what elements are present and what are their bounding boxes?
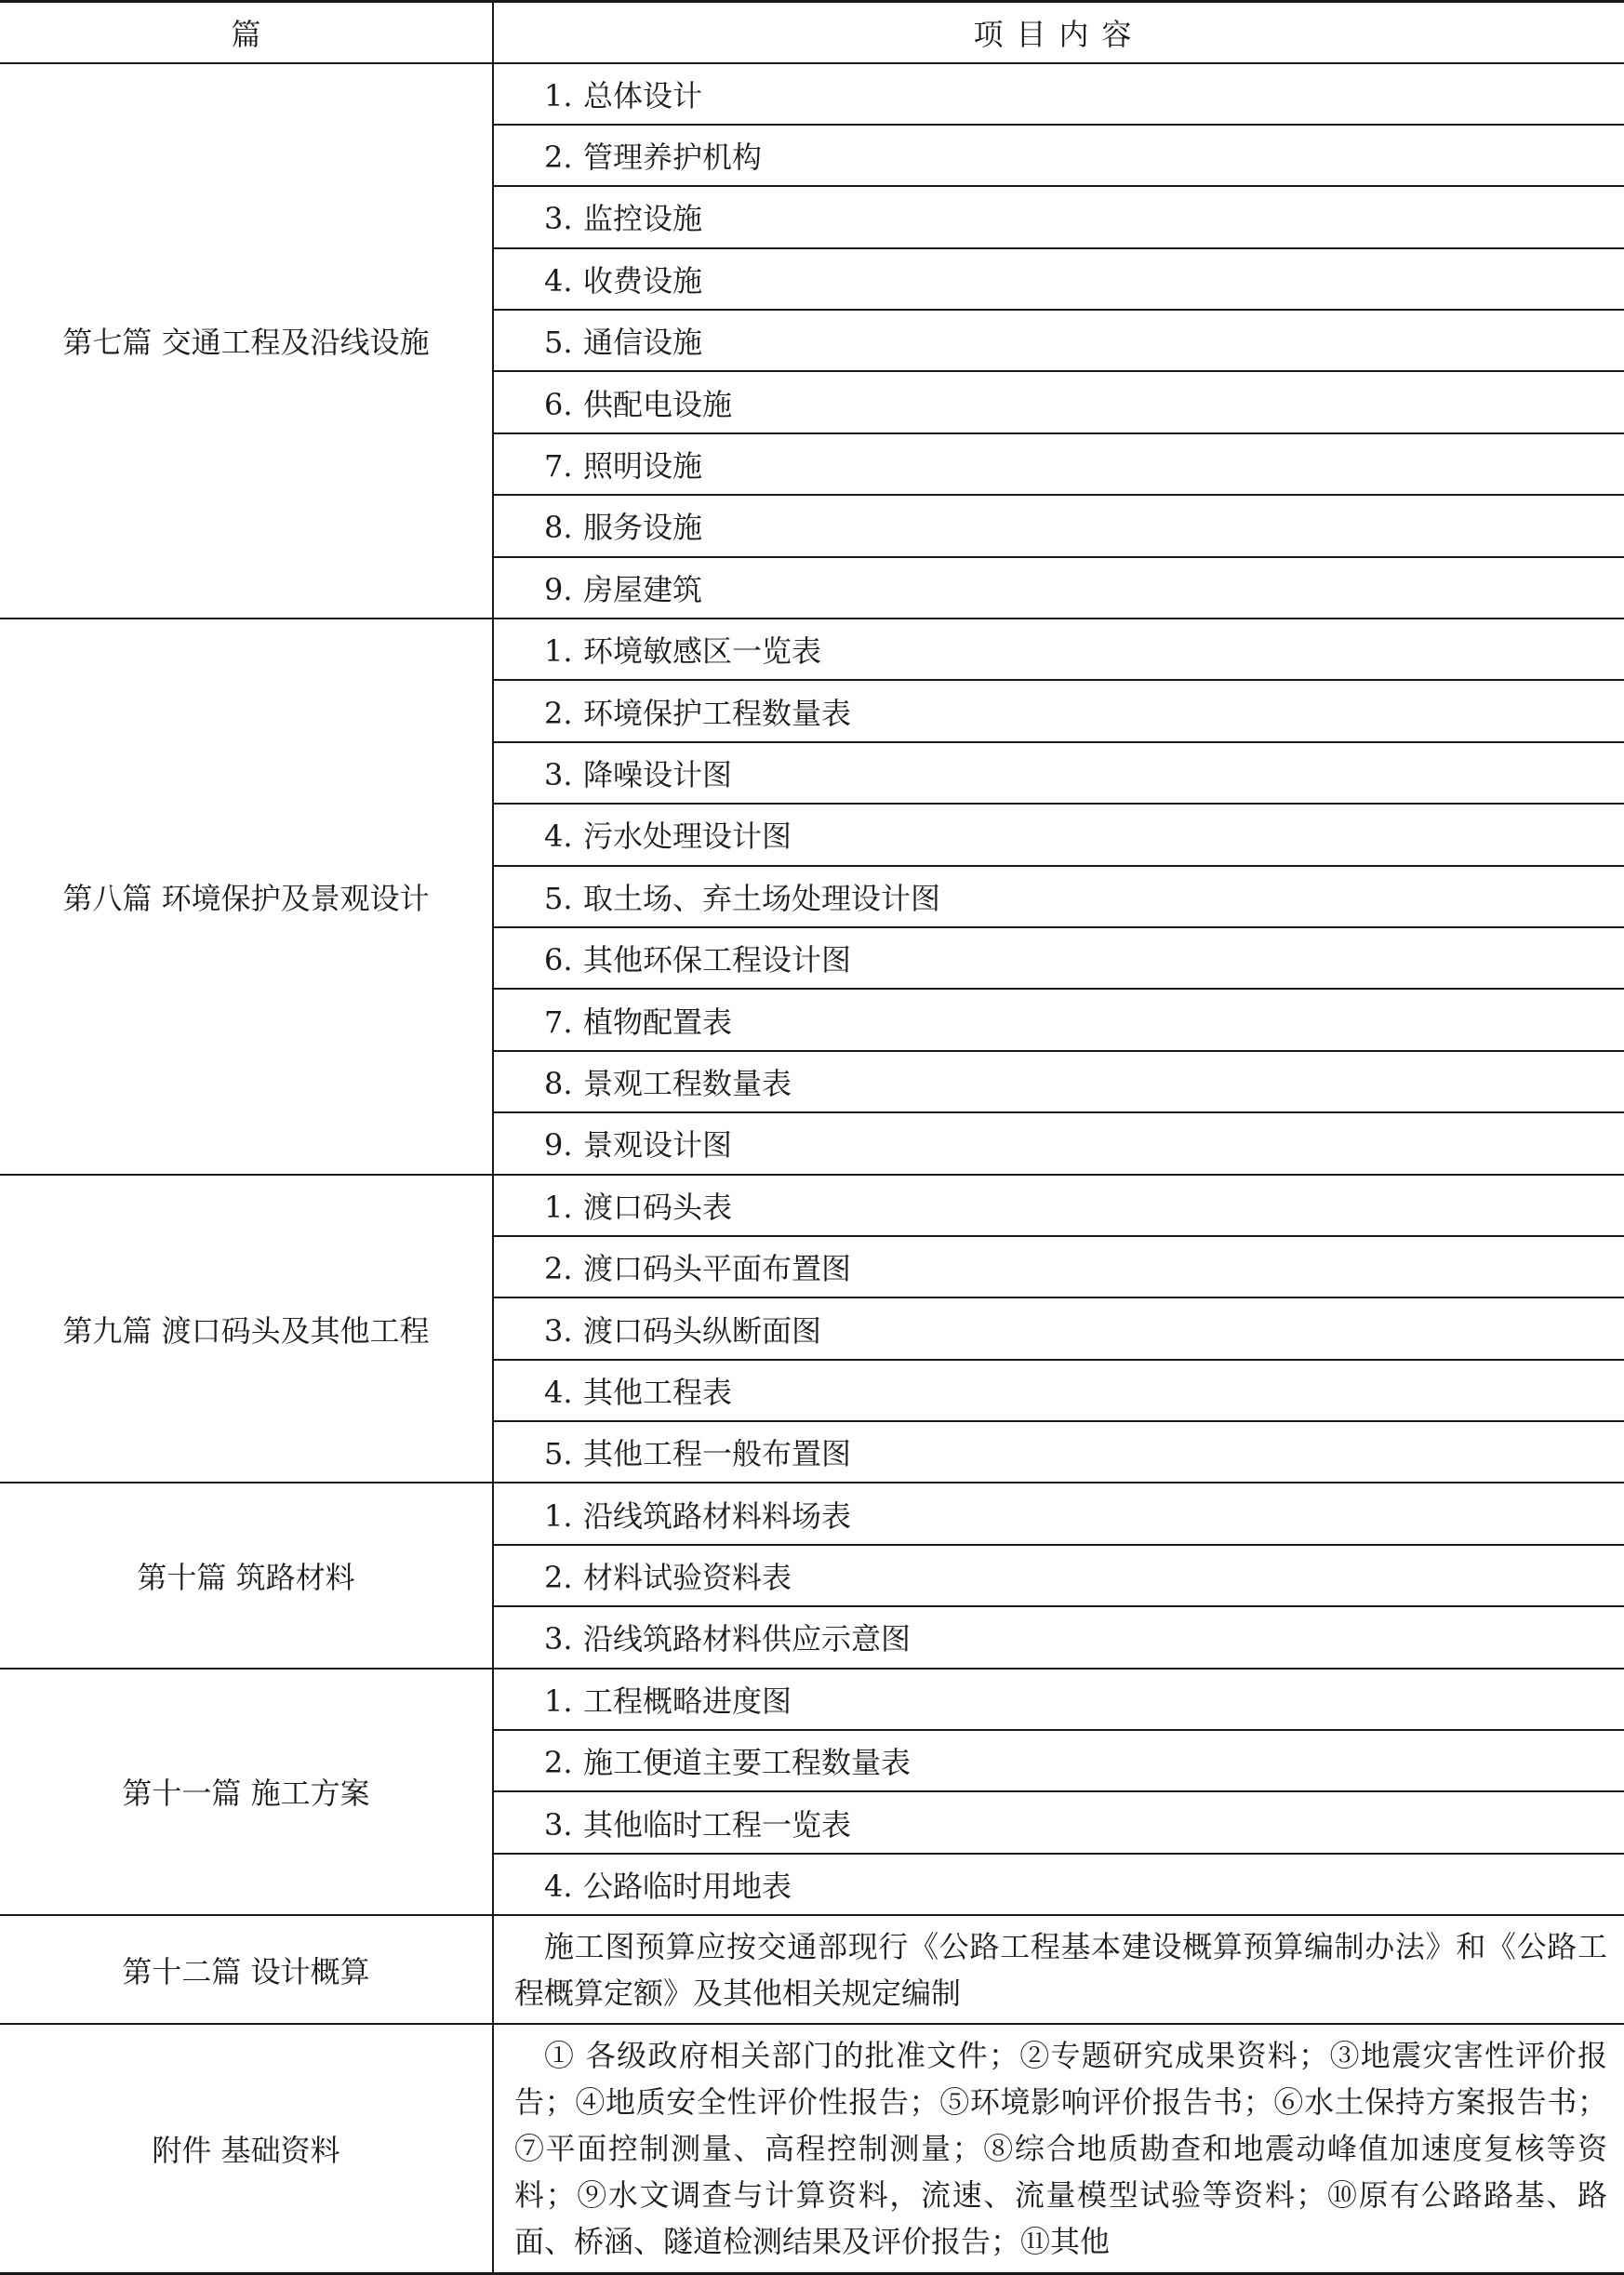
list-item xyxy=(493,371,1624,432)
list-item xyxy=(493,804,1624,865)
list-item xyxy=(493,866,1624,927)
item-text: 降噪设计图 xyxy=(583,756,733,792)
table-row xyxy=(0,2024,1624,2273)
list-item xyxy=(493,1236,1624,1297)
chapter-title: 第十一篇 施工方案 xyxy=(0,1669,493,1916)
chapter-title: 附件 基础资料 xyxy=(0,2024,493,2273)
item-number: 3. xyxy=(544,1621,573,1657)
chapter-title: 第九篇 渡口码头及其他工程 xyxy=(0,1175,493,1483)
chapter-title: 第十篇 筑路材料 xyxy=(0,1483,493,1668)
list-item xyxy=(493,989,1624,1050)
list-item xyxy=(493,1730,1624,1791)
list-item xyxy=(493,1791,1624,1853)
item-number: 2. xyxy=(544,1745,573,1781)
item-number: 3. xyxy=(544,756,573,792)
list-item xyxy=(493,125,1624,186)
item-text: 渡口码头表 xyxy=(583,1189,733,1225)
list-item xyxy=(493,1606,1624,1668)
design-estimate-text: 施工图预算应按交通部现行《公路工程基本建设概算预算编制办法》和《公路工程概算定额》及其他相关规定编制 xyxy=(493,1915,1624,2024)
item-number: 8. xyxy=(544,1065,573,1101)
table-row xyxy=(0,1483,1624,1544)
item-text: 其他工程一般布置图 xyxy=(583,1436,852,1472)
list-item xyxy=(493,1175,1624,1236)
item-number: 4. xyxy=(544,1869,573,1905)
item-number: 5. xyxy=(544,880,573,916)
item-number: 1. xyxy=(544,1683,573,1719)
list-item xyxy=(493,248,1624,310)
item-text: 环境敏感区一览表 xyxy=(583,633,822,670)
appendix-text: ① 各级政府相关部门的批准文件；②专题研究成果资料；③地震灾害性评价报告；④地质安全性评价性报告；⑤环境影响评价报告书；⑥水土保持方案报告书；⑦平面控制测量、高程控制测量；⑧综合地质勘查和地震动峰值加速度复核等资料；⑨水文调查与计算资料，流速、流量模型试验等资料；⑩原有公路路基、路面、桥涵、隧道检测结果及评价报告；⑪其他 xyxy=(493,2024,1624,2273)
item-text: 其他临时工程一览表 xyxy=(583,1806,852,1843)
table-row xyxy=(0,1915,1624,2024)
table-row xyxy=(0,63,1624,125)
chapter-title: 第十二篇 设计概算 xyxy=(0,1915,493,2024)
item-number: 3. xyxy=(544,1806,573,1843)
item-text: 植物配置表 xyxy=(583,1004,733,1040)
item-text: 供配电设施 xyxy=(583,386,733,422)
table-body xyxy=(0,63,1624,2274)
item-text: 污水处理设计图 xyxy=(583,818,792,855)
item-text: 其他环保工程设计图 xyxy=(583,942,852,978)
item-text: 房屋建筑 xyxy=(583,571,703,607)
list-item xyxy=(493,1360,1624,1421)
item-text: 渡口码头平面布置图 xyxy=(583,1251,852,1287)
item-text: 照明设施 xyxy=(583,448,703,485)
item-number: 3. xyxy=(544,201,573,237)
item-number: 9. xyxy=(544,1127,573,1164)
item-number: 7. xyxy=(544,1004,573,1040)
list-item xyxy=(493,1297,1624,1359)
item-text: 沿线筑路材料供应示意图 xyxy=(583,1621,912,1657)
item-text: 环境保护工程数量表 xyxy=(583,695,852,731)
item-text: 服务设施 xyxy=(583,510,703,546)
item-number: 5. xyxy=(544,1436,573,1472)
list-item xyxy=(493,680,1624,741)
item-number: 3. xyxy=(544,1312,573,1349)
list-item xyxy=(493,742,1624,804)
item-text: 通信设施 xyxy=(583,325,703,361)
item-text: 沿线筑路材料料场表 xyxy=(583,1497,852,1534)
item-number: 2. xyxy=(544,695,573,731)
item-number: 1. xyxy=(544,1189,573,1225)
item-number: 6. xyxy=(544,386,573,422)
item-number: 4. xyxy=(544,1374,573,1410)
item-text: 公路临时用地表 xyxy=(583,1869,792,1905)
list-item xyxy=(493,1854,1624,1915)
item-number: 9. xyxy=(544,571,573,607)
table-header-row xyxy=(0,2,1624,63)
list-item xyxy=(493,1421,1624,1483)
item-text: 施工便道主要工程数量表 xyxy=(583,1745,912,1781)
item-number: 8. xyxy=(544,510,573,546)
item-text: 工程概略进度图 xyxy=(583,1683,792,1719)
item-text: 景观设计图 xyxy=(583,1127,733,1164)
list-item xyxy=(493,1669,1624,1730)
item-number: 2. xyxy=(544,1251,573,1287)
header-chapter: 篇 xyxy=(0,2,493,63)
item-number: 5. xyxy=(544,325,573,361)
list-item xyxy=(493,1112,1624,1174)
item-text: 其他工程表 xyxy=(583,1374,733,1410)
list-item xyxy=(493,310,1624,371)
item-number: 1. xyxy=(544,633,573,670)
item-number: 6. xyxy=(544,942,573,978)
chapter-title: 第七篇 交通工程及沿线设施 xyxy=(0,63,493,619)
list-item xyxy=(493,619,1624,680)
item-text: 渡口码头纵断面图 xyxy=(583,1312,822,1349)
item-text: 管理养护机构 xyxy=(583,140,763,176)
item-number: 7. xyxy=(544,448,573,485)
item-number: 4. xyxy=(544,818,573,855)
item-number: 1. xyxy=(544,77,573,113)
item-text: 收费设施 xyxy=(583,262,703,299)
list-item xyxy=(493,1545,1624,1606)
table-row xyxy=(0,1669,1624,1730)
item-text: 材料试验资料表 xyxy=(583,1560,792,1596)
list-item xyxy=(493,557,1624,619)
item-number: 2. xyxy=(544,1560,573,1596)
list-item xyxy=(493,495,1624,556)
list-item xyxy=(493,1483,1624,1544)
item-number: 1. xyxy=(544,1497,573,1534)
list-item xyxy=(493,63,1624,125)
item-text: 总体设计 xyxy=(583,77,703,113)
item-text: 监控设施 xyxy=(583,201,703,237)
item-number: 2. xyxy=(544,140,573,176)
list-item xyxy=(493,1051,1624,1112)
table-row xyxy=(0,619,1624,680)
list-item xyxy=(493,433,1624,495)
chapter-title: 第八篇 环境保护及景观设计 xyxy=(0,619,493,1175)
table-row xyxy=(0,1175,1624,1236)
item-text: 景观工程数量表 xyxy=(583,1065,792,1101)
list-item xyxy=(493,927,1624,989)
list-item xyxy=(493,186,1624,247)
item-number: 4. xyxy=(544,262,573,299)
item-text: 取土场、弃土场处理设计图 xyxy=(583,880,941,916)
header-content: 项目内容 xyxy=(493,2,1624,63)
